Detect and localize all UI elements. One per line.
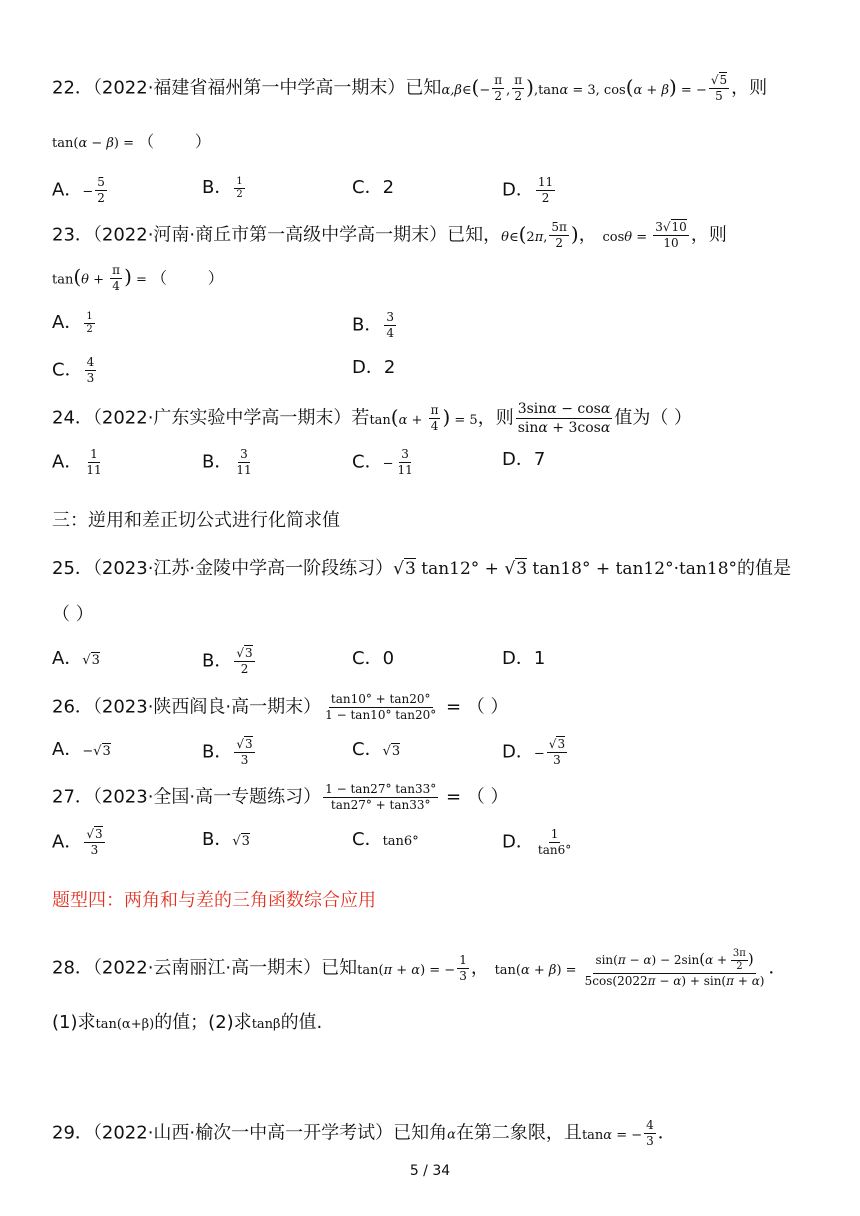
q24-option-a[interactable]: A． $\frac{1}{11}$ — [52, 447, 102, 477]
q25-suffix: 的值是 — [737, 558, 792, 579]
q29-prefix: 29．（2022·山西·榆次一中高一开学考试）已知角 — [52, 1122, 448, 1144]
q26-suffix: = （ ） — [440, 696, 509, 718]
q23-condition-1: θ∈(2π, $\frac{5\pi}{2}$ ) — [501, 220, 579, 250]
q23-condition-2: cosθ = $\frac{3√10}{10}$ — [602, 220, 687, 250]
q23-line2: tan(θ + $\frac{\pi}{4}$ ) = （ ） — [52, 263, 224, 293]
q28-line2 — [52, 1010, 322, 1038]
q28-prefix: 28．（2022·云南丽江·高一期末）已知 — [52, 957, 358, 979]
q26-expression: $\frac{\tan 10^\circ + \tan 20^\circ}{1 - \tan 10^\circ \tan 20^\circ}$ — [325, 692, 437, 722]
q25-line2: （ ） — [52, 604, 94, 625]
q27-expression: $\frac{1 - \tan 27^\circ \tan 33^\circ}{\tan 27^\circ + \tan 33^\circ}$ — [325, 782, 437, 812]
q27-stem — [52, 782, 509, 813]
q26-option-a[interactable]: A．−√3 — [52, 739, 111, 760]
q24-expression: $\frac{3\sin\alpha - \cos\alpha}{\sin\alpha + 3\cos\alpha}$ — [517, 401, 611, 436]
q23-option-c[interactable]: C． $\frac{4}{3}$ — [52, 355, 95, 385]
q25-prefix: 25．（2023·江苏·金陵中学高一阶段练习） — [52, 558, 394, 579]
q28-condition-2: tan(α + β) = sin(π − α) − 2sin(α + $\frac{3\pi}{2}$ ) 5cos(2022π − α) + sin(π + α) — [494, 948, 765, 988]
q22-condition: α,β∈(− $\frac{\pi}{2}$ , $\frac{\pi}{2}$ ),tanα = 3, cos(α + β) = − $\frac{√5}{5}$ — [441, 73, 728, 103]
q26-stem — [52, 692, 509, 723]
q23-sep: ， — [578, 224, 597, 246]
q25-option-a[interactable]: A．√3 — [52, 648, 100, 669]
q22-option-d[interactable]: D． $\frac{11}{2}$ — [502, 175, 554, 205]
q26-option-d[interactable]: D．− $\frac{√3}{3}$ — [502, 737, 566, 767]
q23-stem — [52, 220, 727, 251]
q24-prefix: 24．（2022·广东实验中学高一期末）若 — [52, 407, 370, 429]
q28-condition-1: tan(π + α) = − $\frac{1}{3}$ — [357, 953, 467, 983]
q22-stem — [52, 73, 767, 104]
q23-prefix: 23．（2022·河南·商丘市第一高级中学高一期末）已知， — [52, 224, 502, 246]
q22-suffix: ，则 — [731, 77, 768, 99]
q26-option-c[interactable]: C．√3 — [352, 739, 401, 760]
q22-prefix: 22．（2022·福建省福州第一中学高一期末）已知 — [52, 77, 442, 99]
q27-prefix: 27．（2023·全国·高一专题练习） — [52, 786, 322, 808]
q22-line2: tan(α − β) = （ ） — [52, 132, 211, 151]
q28-sep: ， — [470, 957, 489, 979]
q24-option-b[interactable]: B． $\frac{3}{11}$ — [202, 447, 252, 477]
q29-var: α — [447, 1127, 456, 1143]
q29-stem — [52, 1118, 676, 1149]
q28-part2-suffix: 的值. — [280, 1012, 323, 1033]
q27-option-d[interactable]: D． $\frac{1}{\tan 6^\circ}$ — [502, 827, 572, 857]
q28-part1-prefix: (1)求 — [52, 1012, 96, 1033]
q23-option-a[interactable]: A． $\frac{1}{2}$ — [52, 310, 93, 335]
q29-end: ． — [657, 1122, 676, 1144]
q22-option-b[interactable]: B． $\frac{1}{2}$ — [202, 175, 243, 200]
q28-part2-expr: tanβ — [251, 1017, 281, 1032]
q26-prefix: 26．（2023·陕西阎良·高一期末） — [52, 696, 322, 718]
section-3-heading: 三：逆用和差正切公式进行化简求值 — [52, 510, 340, 531]
q24-condition: tan(α + $\frac{\pi}{4}$ ) = 5 — [369, 403, 478, 433]
q25-expression: √3 tan12° + √3 tan18° + tan12°·tan18° — [393, 559, 738, 579]
q28-part2-prefix: 的值；(2)求 — [154, 1012, 252, 1033]
q22-option-c[interactable]: C．2 — [352, 177, 395, 198]
q27-suffix: = （ ） — [440, 786, 509, 808]
q27-option-c[interactable]: C．tan6° — [352, 829, 419, 850]
q24-option-d[interactable]: D．7 — [502, 449, 546, 470]
q25-option-c[interactable]: C．0 — [352, 648, 395, 669]
q25-option-d[interactable]: D．1 — [502, 648, 546, 669]
page-number: 5 / 34 — [409, 1163, 451, 1179]
q23-suffix: ，则 — [690, 224, 727, 246]
q25-stem — [52, 556, 791, 582]
section-4-heading: 题型四：两角和与差的三角函数综合应用 — [52, 890, 376, 911]
q29-condition: tanα = − $\frac{4}{3}$ — [581, 1118, 654, 1148]
q23-option-b[interactable]: B． $\frac{3}{4}$ — [352, 310, 394, 340]
q24-suffix: 值为（ ） — [614, 407, 693, 429]
q24-stem — [52, 400, 692, 437]
q23-option-d[interactable]: D．2 — [352, 357, 396, 378]
q28-part1-expr: tan(α+β) — [95, 1017, 155, 1032]
q27-option-b[interactable]: B．√3 — [202, 829, 250, 850]
q25-option-b[interactable]: B． $\frac{√3}{2}$ — [202, 646, 253, 676]
q24-mid: ，则 — [477, 407, 514, 429]
q22-option-a[interactable]: A．− $\frac{5}{2}$ — [52, 175, 105, 205]
q28-stem — [52, 948, 786, 989]
q24-option-c[interactable]: C．− $\frac{3}{11}$ — [352, 447, 413, 477]
q26-option-b[interactable]: B． $\frac{√3}{3}$ — [202, 737, 253, 767]
q28-end: ． — [768, 957, 787, 979]
q27-option-a[interactable]: A． $\frac{√3}{3}$ — [52, 827, 103, 857]
q29-mid: 在第二象限，且 — [455, 1122, 582, 1144]
